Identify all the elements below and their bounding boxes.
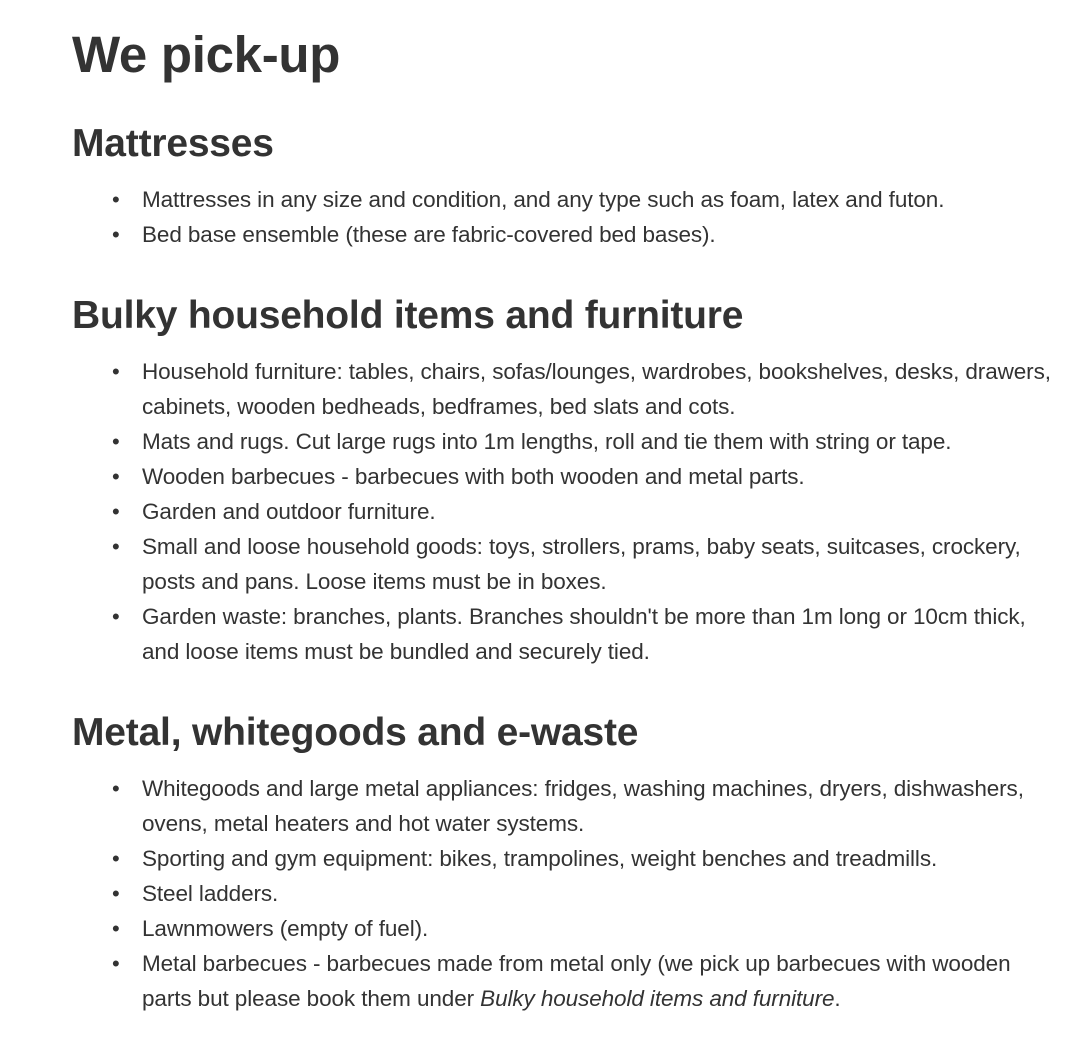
category-emphasis: Bulky household items and furniture <box>480 986 835 1011</box>
bullet: • <box>112 604 120 629</box>
bullet: • <box>112 464 120 489</box>
list-item <box>72 529 1060 599</box>
bullet: • <box>112 499 120 524</box>
list-item-text: Steel ladders. <box>142 881 279 906</box>
bullet: • <box>112 187 120 212</box>
list-item-text: Garden and outdoor furniture. <box>142 499 436 524</box>
list-item <box>72 876 1060 911</box>
bullet: • <box>112 916 120 941</box>
section-heading-bulky-items: Bulky household items and furniture <box>72 294 744 337</box>
bullet: • <box>112 846 120 871</box>
list-item <box>72 599 1060 669</box>
list-item-text-end: . <box>834 986 841 1011</box>
list-item <box>72 354 1060 424</box>
section-heading-metal-whitegoods: Metal, whitegoods and e-waste <box>72 711 639 754</box>
list-item-text: Mattresses in any size and condition, and any type such as foam, latex and futon. <box>142 187 945 212</box>
list-item-text: Garden waste: branches, plants. Branches shouldn't be more than 1m long or 10cm thick, and loose items must be bundled and securely tied. <box>142 604 1026 664</box>
bullet: • <box>112 881 120 906</box>
list-item <box>72 424 1060 459</box>
list-item <box>72 911 1060 946</box>
list-item <box>72 182 1060 217</box>
list-item <box>72 217 1060 252</box>
list-item-text: Mats and rugs. Cut large rugs into 1m lengths, roll and tie them with string or tape. <box>142 429 952 454</box>
bullet: • <box>112 222 120 247</box>
bullet: • <box>112 776 120 801</box>
list-item <box>72 841 1060 876</box>
list-item-text: Sporting and gym equipment: bikes, trampolines, weight benches and treadmills. <box>142 846 938 871</box>
bulky-items-list <box>72 354 1060 669</box>
bullet: • <box>112 429 120 454</box>
bullet: • <box>112 359 120 384</box>
section-heading-mattresses: Mattresses <box>72 122 274 165</box>
list-item-text: Small and loose household goods: toys, strollers, prams, baby seats, suitcases, crockery, posts and pans. Loose items must be in boxes. <box>142 534 1021 594</box>
list-item-text: Lawnmowers (empty of fuel). <box>142 916 429 941</box>
list-item-text: Household furniture: tables, chairs, sofas/lounges, wardrobes, bookshelves, desks, drawers, cabinets, wooden bedheads, bedframes, bed slats and cots. <box>142 359 1051 419</box>
page-title: We pick-up <box>72 26 341 83</box>
bullet: • <box>112 534 120 559</box>
list-item <box>72 946 1060 1016</box>
list-item-text: Metal barbecues - barbecues made from metal only (we pick up barbecues with wooden parts but please book them under <box>142 951 1011 1011</box>
list-item <box>72 459 1060 494</box>
list-item-text: Bed base ensemble (these are fabric-covered bed bases). <box>142 222 716 247</box>
list-item <box>72 771 1060 841</box>
list-item-text: Whitegoods and large metal appliances: fridges, washing machines, dryers, dishwashers, ovens, metal heaters and hot water systems. <box>142 776 1024 836</box>
list-item-text: Wooden barbecues - barbecues with both wooden and metal parts. <box>142 464 805 489</box>
metal-whitegoods-list <box>72 771 1060 1016</box>
bullet: • <box>112 951 120 976</box>
mattresses-list <box>72 182 1060 252</box>
list-item <box>72 494 1060 529</box>
